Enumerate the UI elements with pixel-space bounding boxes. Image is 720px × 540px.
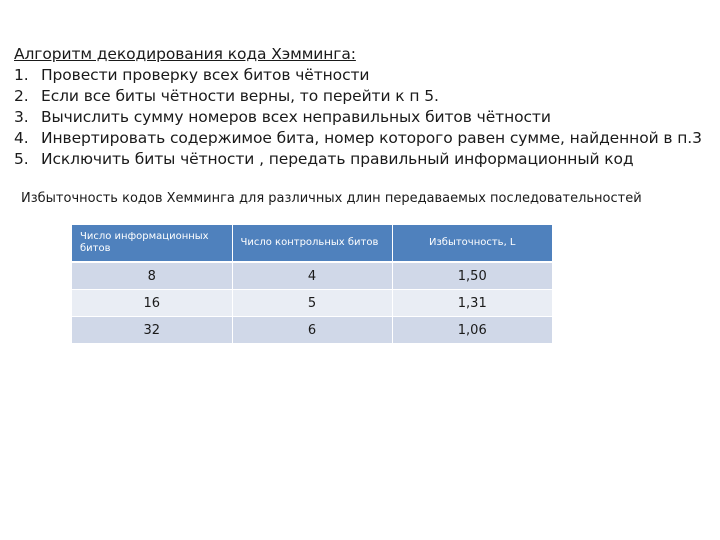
- step-text: Вычислить сумму номеров всех неправильных битов чётности: [41, 108, 551, 126]
- table-header-row: [72, 225, 552, 262]
- algorithm-step: [14, 149, 714, 170]
- table-row: [72, 317, 552, 344]
- cell-info-bits: 8: [72, 262, 232, 290]
- table-row: [72, 290, 552, 317]
- table-caption: Избыточность кодов Хемминга для различных длин передаваемых последовательностей: [21, 191, 642, 206]
- step-number: 1.: [14, 66, 29, 84]
- cell-redundancy: 1,31: [392, 290, 552, 317]
- algorithm-step: [14, 107, 714, 128]
- table-row: [72, 262, 552, 290]
- step-text: Если все биты чётности верны, то перейти к п 5.: [41, 87, 439, 105]
- algorithm-step: [14, 128, 714, 149]
- cell-redundancy: 1,06: [392, 317, 552, 344]
- redundancy-table: [72, 225, 552, 344]
- cell-info-bits: 32: [72, 317, 232, 344]
- header-redundancy: Избыточность, L: [392, 225, 552, 262]
- algorithm-title: Алгоритм декодирования кода Хэмминга:: [14, 45, 356, 63]
- algorithm-block: [14, 44, 714, 170]
- header-check-bits: Число контрольных битов: [232, 225, 392, 262]
- cell-info-bits: 16: [72, 290, 232, 317]
- algorithm-step: [14, 86, 714, 107]
- step-number: 2.: [14, 87, 29, 105]
- step-text: Инвертировать содержимое бита, номер которого равен сумме, найденной в п.3: [41, 129, 702, 147]
- step-number: 4.: [14, 129, 29, 147]
- cell-redundancy: 1,50: [392, 262, 552, 290]
- step-number: 5.: [14, 150, 29, 168]
- step-text: Исключить биты чётности , передать правильный информационный код: [41, 150, 634, 168]
- algorithm-step: [14, 65, 714, 86]
- header-info-bits: Число информационных битов: [72, 225, 232, 262]
- cell-check-bits: 5: [232, 290, 392, 317]
- step-number: 3.: [14, 108, 29, 126]
- algorithm-steps: [14, 65, 714, 170]
- cell-check-bits: 4: [232, 262, 392, 290]
- cell-check-bits: 6: [232, 317, 392, 344]
- step-text: Провести проверку всех битов чётности: [41, 66, 370, 84]
